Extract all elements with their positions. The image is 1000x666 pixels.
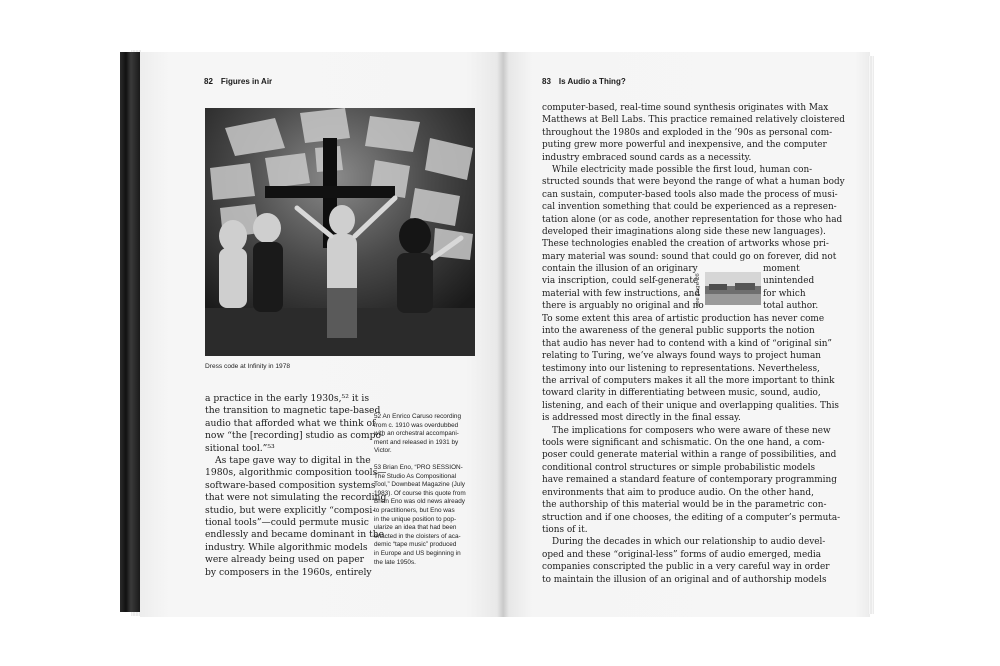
- text-line: listening, and each of their unique and overlapping qualities. This: [542, 400, 839, 411]
- text-line: 1980s, algorithmic composition tools—: [205, 467, 387, 479]
- text-line: puting grew more powerful and inexpensive, and the computer: [542, 140, 827, 151]
- footnote-line: Victor.: [374, 447, 392, 455]
- text-line: the arrival of computers makes it all the more important to think: [542, 376, 835, 387]
- right-body-text-bottom: [542, 313, 840, 586]
- footnote-line: 1983). Of course this quote from: [374, 489, 466, 497]
- footnote-line: Brian Eno was old news already: [374, 498, 465, 506]
- text-line: a practice in the early 1930s,⁵² it is: [205, 393, 370, 404]
- text-line: into the awareness of the general public supports the notion: [542, 326, 815, 337]
- left-running-head: [204, 77, 272, 86]
- right-wrap-left: [542, 263, 704, 313]
- text-line: conditional control structures or simple probabilistic models: [542, 462, 816, 473]
- text-line: can sustain, computer-based tools also made the process of musi-: [542, 189, 838, 200]
- left-body-text: [205, 393, 386, 579]
- right-wrap-right: [763, 263, 818, 313]
- text-line: total author.: [763, 301, 819, 312]
- right-body-text-top: [542, 102, 845, 263]
- text-line: that were not simulating the recording: [205, 492, 387, 504]
- left-running-title: Figures in Air: [220, 77, 273, 86]
- text-line: the transition to magnetic tape-based: [205, 405, 381, 417]
- text-line: struction and if one chooses, the editing of a computer’s permuta-: [542, 512, 841, 523]
- text-line: mary material was sound: sound that could go on forever, did not: [542, 251, 837, 262]
- footnote-line: from c. 1910 was overdubbed: [374, 421, 459, 429]
- text-line: testimony into our listening to representations. Nevertheless,: [542, 363, 820, 374]
- text-line: sitional tool.”⁵³: [205, 442, 275, 454]
- right-page-number: 83: [542, 77, 551, 86]
- footnote-line: in the unique position to pop-: [374, 515, 457, 523]
- footnote-line: enacted in the cloisters of aca-: [374, 532, 461, 540]
- footnote-line: to practitioners, but Eno was: [374, 506, 455, 514]
- footnote-line: the late 1950s.: [374, 558, 416, 566]
- text-line: tional tools”—could permute music: [205, 517, 369, 529]
- text-line: relating to Turing, we’ve always found ways to project human: [542, 351, 821, 362]
- text-line: endlessly and became dominant in the: [205, 529, 385, 541]
- text-line: These technologies enabled the creation of artworks whose pri-: [542, 239, 829, 250]
- dancers-photo: [205, 108, 475, 356]
- text-line: developed their imaginations along side these new languages).: [542, 227, 826, 238]
- text-line: the authorship of this material would be in the parametric con-: [542, 500, 827, 511]
- text-line: software-based composition systems: [205, 479, 376, 491]
- text-line: cal invention something that could be experienced as a represen-: [542, 202, 837, 213]
- book-edge-left: [120, 52, 140, 612]
- text-line: throughout the 1980s and exploded in the ’90s as personal com-: [542, 127, 833, 138]
- text-line: studio, but were explicitly “composi-: [205, 504, 376, 516]
- see-page-note: see page 26: [695, 273, 701, 307]
- footnote-line: demic “tape music” produced: [374, 541, 457, 549]
- text-line: there is arguably no original and no: [542, 301, 704, 312]
- text-line: that audio has never had to contend with a kind of “original sin”: [542, 338, 832, 349]
- text-line: The implications for composers who were aware of these new: [552, 425, 831, 436]
- right-running-title: Is Audio a Thing?: [558, 77, 626, 86]
- book-gutter: [497, 52, 509, 617]
- footnote-line: The Studio As Compositional: [374, 472, 457, 480]
- text-line: tools were significant and schismatic. On the one hand, a com-: [542, 438, 825, 449]
- text-line: moment: [763, 264, 800, 274]
- text-line: tions of it.: [542, 524, 588, 535]
- right-running-head: [542, 77, 626, 86]
- footnote-line: ment and released in 1931 by: [374, 438, 459, 446]
- footnote-line: Tool,” Downbeat Magazine (July: [374, 481, 465, 489]
- text-line: oped and these “original-less” forms of audio emerged, media: [542, 549, 822, 560]
- text-line: now “the [recording] studio as compo-: [205, 430, 385, 442]
- text-line: have remained a standard feature of contemporary programming: [542, 475, 837, 486]
- text-line: unintended: [763, 276, 815, 287]
- left-page-number: 82: [204, 77, 213, 86]
- text-line: material with few instructions, and: [542, 288, 701, 299]
- text-line: Matthews at Bell Labs. This practice remained relatively cloistered: [542, 115, 845, 126]
- text-line: contain the illusion of an originary: [542, 264, 698, 274]
- footnote-line: with an orchestral accompani-: [374, 430, 459, 438]
- text-line: As tape gave way to digital in the: [215, 455, 371, 467]
- text-line: poser could generate material within a range of possibilities, and: [542, 450, 837, 461]
- text-line: companies conscripted the public in a very careful way in order: [542, 562, 830, 573]
- text-line: During the decades in which our relationship to audio devel-: [552, 537, 826, 548]
- text-line: industry. While algorithmic models: [205, 541, 368, 553]
- photo-caption: Dress code at Infinity in 1978: [205, 363, 291, 370]
- text-line: is addressed most directly in the final essay.: [542, 413, 741, 424]
- footnote-line: in Europe and US beginning in: [374, 549, 461, 557]
- text-line: environments that aim to produce audio. On the other hand,: [542, 487, 814, 498]
- text-line: toward clarity in differentiating between music, sound, audio,: [542, 388, 821, 399]
- text-line: To some extent this area of artistic production has never come: [542, 314, 825, 324]
- text-line: tation alone (or as code, another representation for those who had: [542, 214, 843, 225]
- text-line: were already being used on paper: [205, 554, 365, 566]
- footnote-line: 53 Brian Eno, “PRO SESSION-: [374, 463, 463, 471]
- text-line: for which: [763, 288, 806, 299]
- page-stack-right: [868, 56, 874, 614]
- footnote-line: 52 An Enrico Caruso recording: [374, 413, 462, 420]
- text-line: audio that afforded what we think of: [205, 417, 376, 429]
- text-line: structed sounds that were beyond the range of what a human body: [542, 177, 845, 188]
- text-line: While electricity made possible the first loud, human con-: [552, 165, 813, 176]
- text-line: to maintain the illusion of an original and of authorship models: [542, 574, 827, 585]
- text-line: via inscription, could self-generate: [542, 276, 699, 287]
- footnotes: [374, 413, 484, 567]
- text-line: industry embraced sound cards as a necessity.: [542, 152, 752, 163]
- landscape-thumbnail: [705, 272, 761, 305]
- footnote-line: ularize an idea that had been: [374, 524, 457, 532]
- text-line: computer-based, real-time sound synthesis originates with Max: [542, 103, 829, 113]
- text-line: by composers in the 1960s, entirely: [205, 566, 372, 578]
